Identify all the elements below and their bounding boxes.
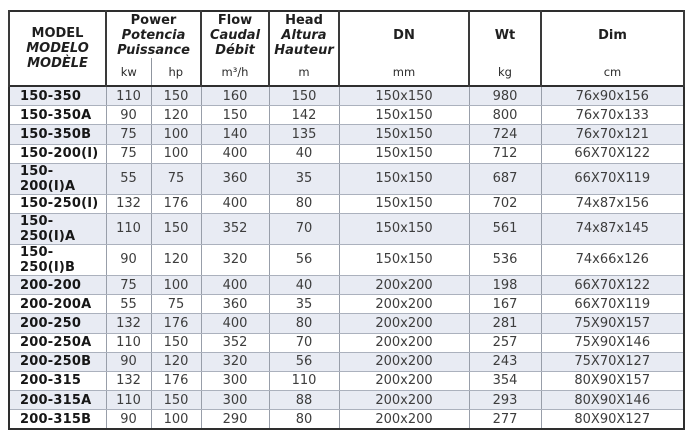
unit-hp: hp [151, 58, 201, 86]
dim-cell: 66X70X122 [541, 144, 684, 163]
model-cell: 200-315A [9, 391, 106, 410]
model-cell: 200-250 [9, 314, 106, 333]
kw-cell: 110 [106, 213, 151, 244]
head-cell: 80 [269, 194, 339, 213]
head-cell: 142 [269, 106, 339, 125]
wt-cell: 724 [469, 125, 541, 144]
kw-cell: 55 [106, 163, 151, 194]
flow-cell: 352 [201, 333, 269, 352]
head-cell: 150 [269, 86, 339, 106]
hp-cell: 75 [151, 295, 201, 314]
header-power-fr: Puissance [117, 42, 190, 58]
hp-cell: 120 [151, 352, 201, 371]
kw-cell: 90 [106, 244, 151, 275]
wt-cell: 243 [469, 352, 541, 371]
wt-cell: 536 [469, 244, 541, 275]
dn-cell: 150x150 [339, 106, 469, 125]
head-cell: 110 [269, 371, 339, 390]
head-cell: 80 [269, 410, 339, 430]
flow-cell: 400 [201, 314, 269, 333]
dim-cell: 74x66x126 [541, 244, 684, 275]
flow-cell: 290 [201, 410, 269, 430]
dn-cell: 200x200 [339, 371, 469, 390]
kw-cell: 90 [106, 352, 151, 371]
wt-cell: 702 [469, 194, 541, 213]
table-row [9, 86, 684, 106]
hp-cell: 75 [151, 163, 201, 194]
kw-cell: 110 [106, 86, 151, 106]
kw-cell: 110 [106, 333, 151, 352]
head-cell: 35 [269, 163, 339, 194]
unit-wt: kg [469, 58, 541, 86]
table-row [9, 295, 684, 314]
hp-cell: 120 [151, 106, 201, 125]
wt-cell: 980 [469, 86, 541, 106]
model-cell: 200-315B [9, 410, 106, 430]
dn-cell: 150x150 [339, 144, 469, 163]
dn-cell: 150x150 [339, 125, 469, 144]
unit-kw: kw [106, 58, 151, 86]
dim-cell: 76x90x156 [541, 86, 684, 106]
header-flow [201, 11, 269, 58]
flow-cell: 400 [201, 144, 269, 163]
header-model-es: MODELO [26, 41, 89, 56]
head-cell: 56 [269, 244, 339, 275]
wt-cell: 712 [469, 144, 541, 163]
flow-cell: 300 [201, 371, 269, 390]
flow-cell: 320 [201, 244, 269, 275]
table-row [9, 144, 684, 163]
dn-cell: 200x200 [339, 333, 469, 352]
header-model [9, 11, 106, 86]
dn-cell: 200x200 [339, 314, 469, 333]
dim-cell: 66X70X122 [541, 275, 684, 294]
table-row [9, 371, 684, 390]
wt-cell: 687 [469, 163, 541, 194]
head-cell: 70 [269, 333, 339, 352]
hp-cell: 176 [151, 314, 201, 333]
table-row [9, 410, 684, 430]
table-row [9, 244, 684, 275]
model-cell: 150-200(I)A [9, 163, 106, 194]
dn-cell: 150x150 [339, 244, 469, 275]
kw-cell: 110 [106, 391, 151, 410]
dn-cell: 200x200 [339, 295, 469, 314]
hp-cell: 176 [151, 371, 201, 390]
hp-cell: 150 [151, 391, 201, 410]
flow-cell: 400 [201, 275, 269, 294]
hp-cell: 150 [151, 86, 201, 106]
flow-cell: 140 [201, 125, 269, 144]
header-dim: Dim [541, 11, 684, 58]
header-head-en: Head [285, 12, 323, 28]
head-cell: 88 [269, 391, 339, 410]
table-row [9, 163, 684, 194]
header-flow-en: Flow [217, 12, 253, 28]
kw-cell: 90 [106, 106, 151, 125]
kw-cell: 55 [106, 295, 151, 314]
model-cell: 150-250(I) [9, 194, 106, 213]
table-row [9, 213, 684, 244]
kw-cell: 75 [106, 144, 151, 163]
wt-cell: 198 [469, 275, 541, 294]
header-power-en: Power [130, 12, 177, 28]
dim-cell: 80X90X127 [541, 410, 684, 430]
hp-cell: 100 [151, 125, 201, 144]
hp-cell: 100 [151, 144, 201, 163]
dim-cell: 75X90X146 [541, 333, 684, 352]
dim-cell: 75X90X157 [541, 314, 684, 333]
hp-cell: 150 [151, 213, 201, 244]
header-model-en: MODEL [31, 26, 84, 41]
model-cell: 200-200 [9, 275, 106, 294]
kw-cell: 75 [106, 125, 151, 144]
model-cell: 150-250(I)B [9, 244, 106, 275]
model-cell: 200-315 [9, 371, 106, 390]
dn-cell: 200x200 [339, 391, 469, 410]
wt-cell: 800 [469, 106, 541, 125]
header-head-es: Altura [281, 27, 327, 43]
dn-cell: 150x150 [339, 86, 469, 106]
dn-cell: 200x200 [339, 410, 469, 430]
wt-cell: 561 [469, 213, 541, 244]
table-row [9, 391, 684, 410]
kw-cell: 132 [106, 314, 151, 333]
table-header [9, 11, 684, 86]
table-row [9, 275, 684, 294]
head-cell: 80 [269, 314, 339, 333]
dim-cell: 74x87x156 [541, 194, 684, 213]
model-cell: 150-350 [9, 86, 106, 106]
header-head [269, 11, 339, 58]
dn-cell: 150x150 [339, 213, 469, 244]
kw-cell: 75 [106, 275, 151, 294]
hp-cell: 176 [151, 194, 201, 213]
header-flow-fr: Débit [215, 42, 255, 58]
flow-cell: 400 [201, 194, 269, 213]
dim-cell: 66X70X119 [541, 163, 684, 194]
header-dn: DN [339, 11, 469, 58]
dn-cell: 200x200 [339, 275, 469, 294]
model-cell: 200-250A [9, 333, 106, 352]
unit-flow: m³/h [201, 58, 269, 86]
dim-cell: 80X90X157 [541, 371, 684, 390]
flow-cell: 150 [201, 106, 269, 125]
table-body [9, 86, 684, 429]
dim-cell: 76x70x121 [541, 125, 684, 144]
model-cell: 200-250B [9, 352, 106, 371]
hp-cell: 100 [151, 410, 201, 430]
table-row [9, 125, 684, 144]
wt-cell: 281 [469, 314, 541, 333]
head-cell: 56 [269, 352, 339, 371]
model-cell: 150-350A [9, 106, 106, 125]
header-flow-es: Caudal [209, 27, 261, 43]
wt-cell: 293 [469, 391, 541, 410]
head-cell: 70 [269, 213, 339, 244]
header-power [106, 11, 201, 58]
wt-cell: 277 [469, 410, 541, 430]
flow-cell: 320 [201, 352, 269, 371]
header-model-fr: MODÈLE [27, 56, 88, 71]
dim-cell: 75X70X127 [541, 352, 684, 371]
table-row [9, 314, 684, 333]
flow-cell: 360 [201, 163, 269, 194]
flow-cell: 352 [201, 213, 269, 244]
dn-cell: 200x200 [339, 352, 469, 371]
table-row [9, 194, 684, 213]
table-row [9, 333, 684, 352]
header-power-es: Potencia [121, 27, 186, 43]
flow-cell: 160 [201, 86, 269, 106]
wt-cell: 167 [469, 295, 541, 314]
model-cell: 200-200A [9, 295, 106, 314]
model-cell: 150-350B [9, 125, 106, 144]
unit-dn: mm [339, 58, 469, 86]
head-cell: 40 [269, 144, 339, 163]
head-cell: 35 [269, 295, 339, 314]
flow-cell: 300 [201, 391, 269, 410]
dn-cell: 150x150 [339, 163, 469, 194]
header-head-fr: Hauteur [274, 42, 334, 58]
flow-cell: 360 [201, 295, 269, 314]
table-row [9, 106, 684, 125]
dim-cell: 66X70X119 [541, 295, 684, 314]
pump-spec-table [8, 10, 685, 430]
kw-cell: 90 [106, 410, 151, 430]
header-wt: Wt [469, 11, 541, 58]
kw-cell: 132 [106, 194, 151, 213]
hp-cell: 120 [151, 244, 201, 275]
unit-head: m [269, 58, 339, 86]
head-cell: 135 [269, 125, 339, 144]
unit-dim: cm [541, 58, 684, 86]
hp-cell: 150 [151, 333, 201, 352]
hp-cell: 100 [151, 275, 201, 294]
wt-cell: 257 [469, 333, 541, 352]
model-cell: 150-250(I)A [9, 213, 106, 244]
dim-cell: 80X90X146 [541, 391, 684, 410]
dim-cell: 74x87x145 [541, 213, 684, 244]
wt-cell: 354 [469, 371, 541, 390]
head-cell: 40 [269, 275, 339, 294]
kw-cell: 132 [106, 371, 151, 390]
dn-cell: 150x150 [339, 194, 469, 213]
dim-cell: 76x70x133 [541, 106, 684, 125]
model-cell: 150-200(I) [9, 144, 106, 163]
table-row [9, 352, 684, 371]
